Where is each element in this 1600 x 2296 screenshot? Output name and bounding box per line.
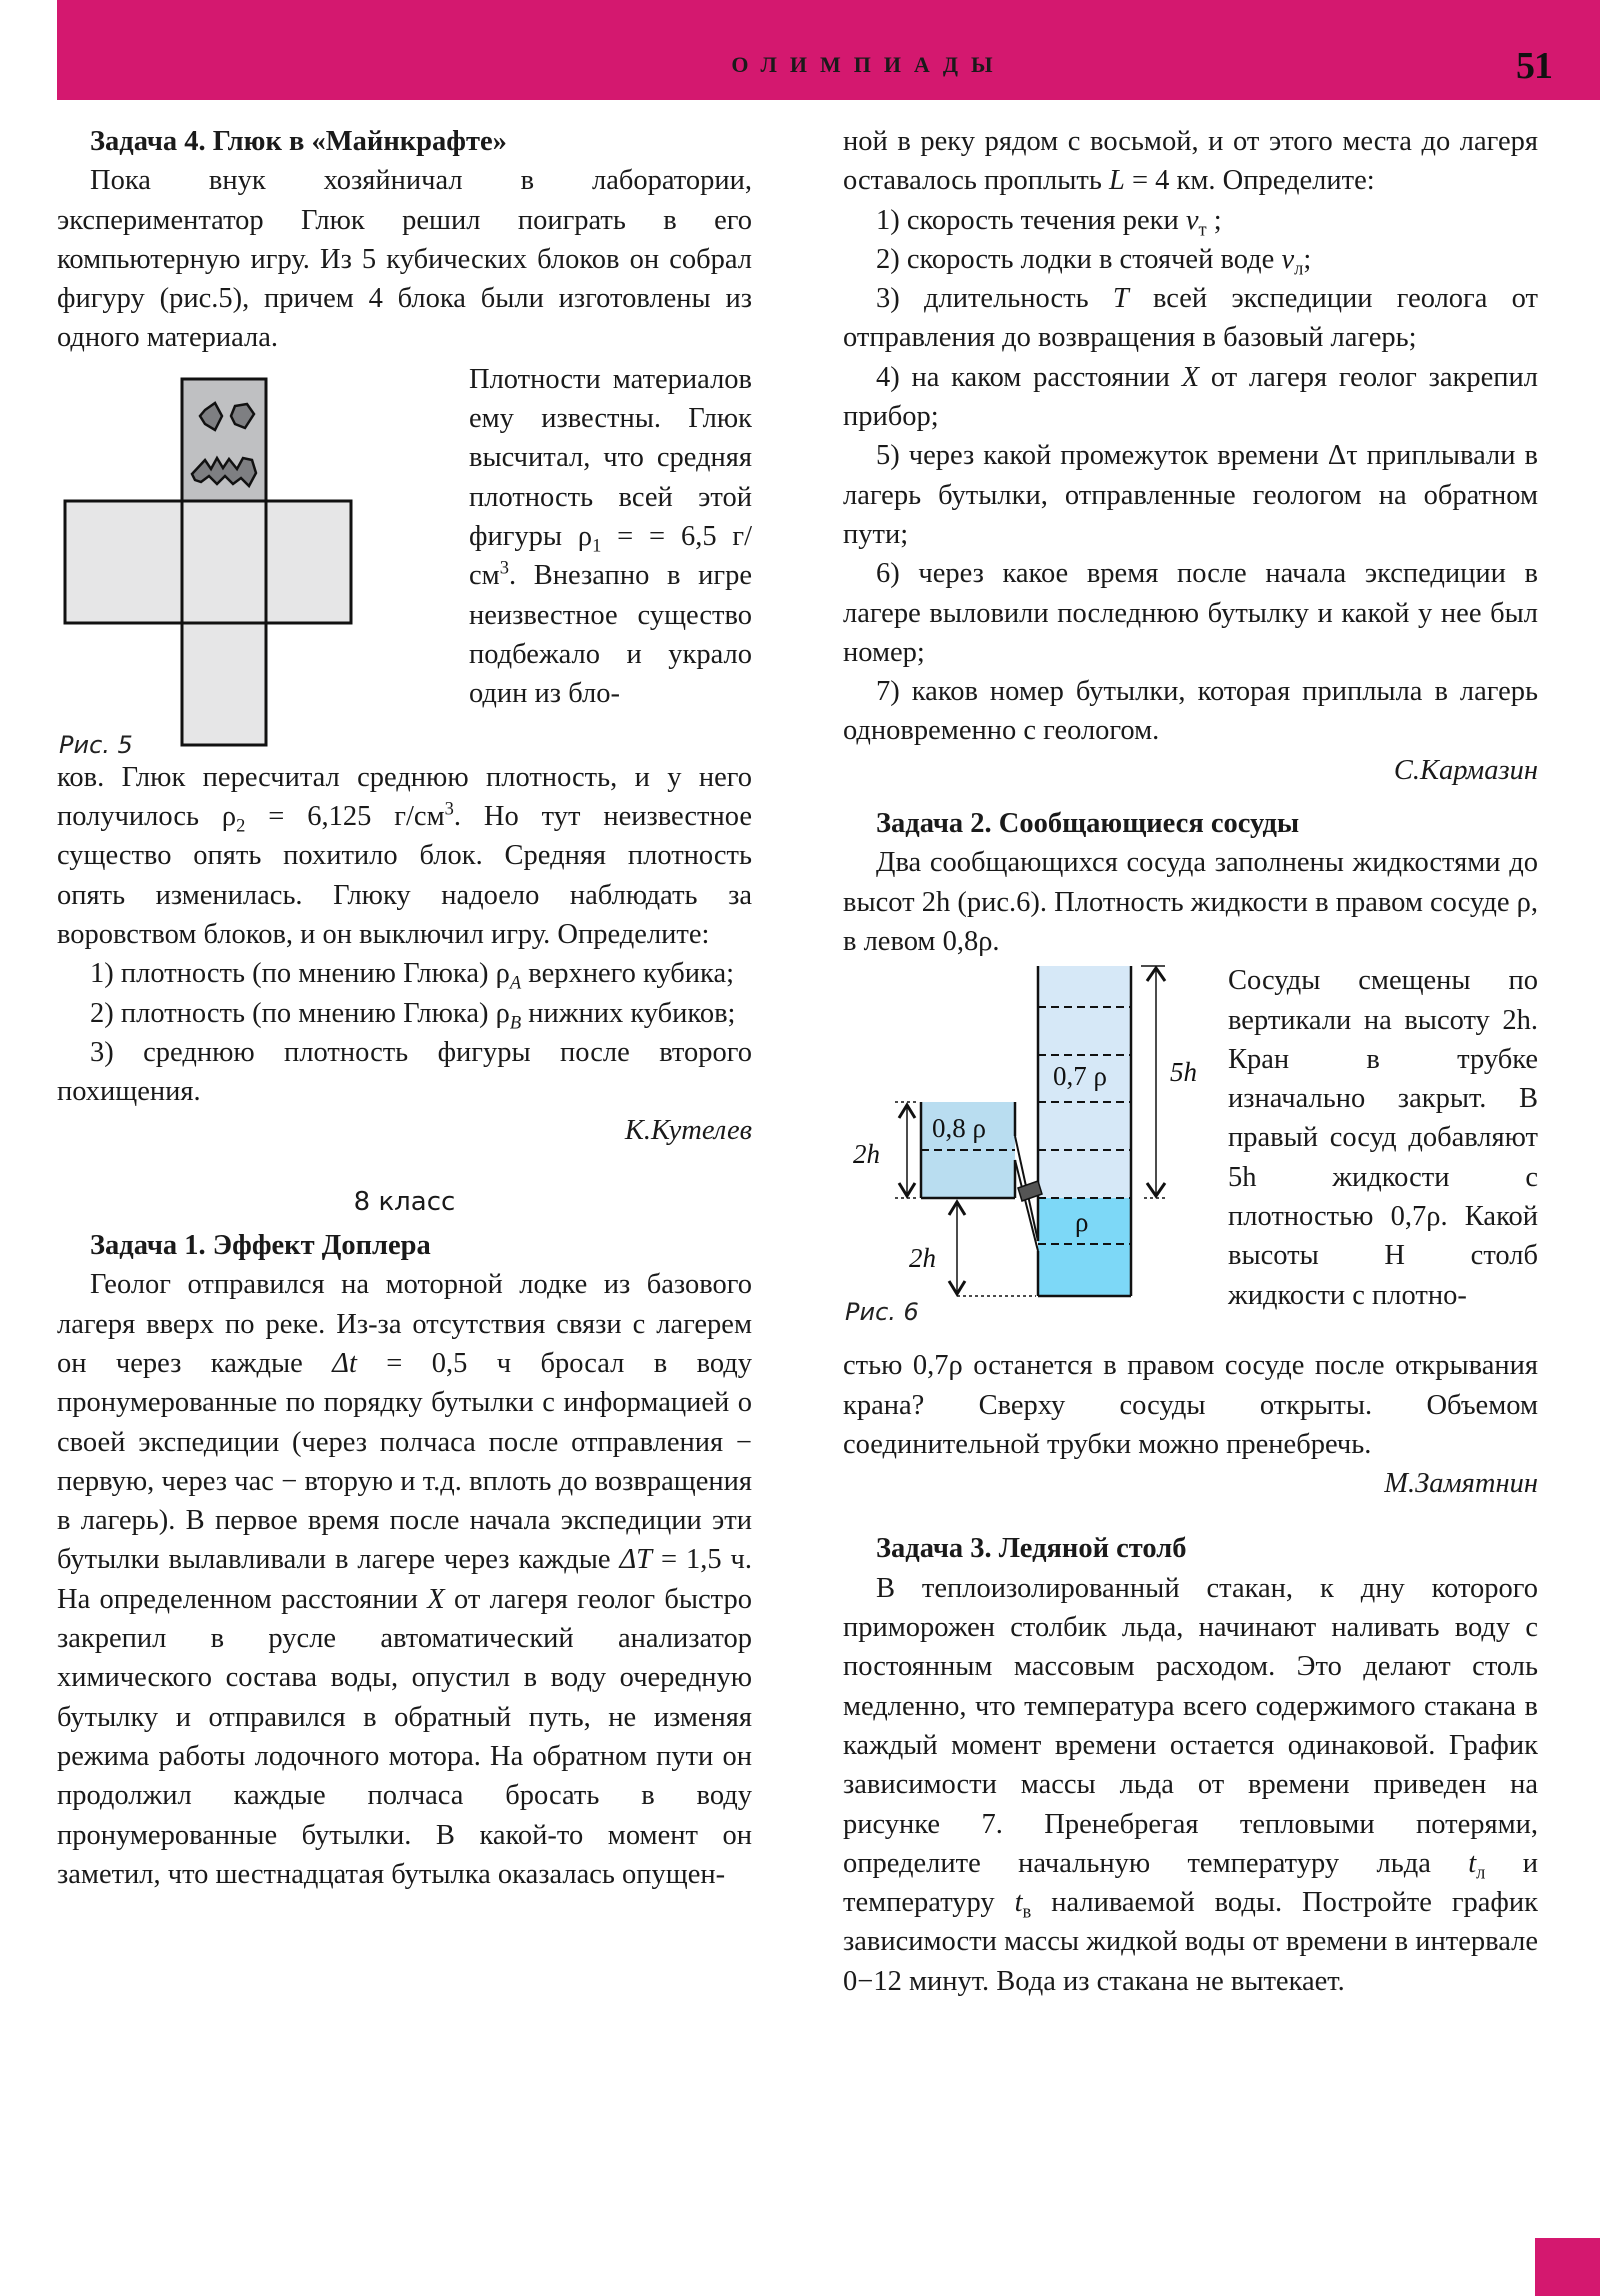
figure-5-caption: Рис. 5 bbox=[59, 730, 133, 759]
q1-b: верхнего кубика; bbox=[521, 958, 735, 990]
t-water-sub: в bbox=[1022, 1901, 1032, 1923]
task2-para2: стью 0,7ρ останется в правом сосуде после открывания крана? Сверху сосуды открыты. Объемом соединительной трубки можно пренебречь. bbox=[843, 1350, 1538, 1460]
task1-question-5: 5) через какой промежуток времени Δτ приплывали в лагерь бутылки, отправленные геологом на обратном пути; bbox=[843, 440, 1538, 550]
figure5-wrap bbox=[57, 358, 752, 758]
corner-decoration bbox=[1535, 2238, 1600, 2296]
cont-text-a: ной в реку рядом с восьмой, и от этого места до лагеря оставалось проплыть bbox=[843, 126, 1538, 197]
para2-a: ков. Глюк пересчитал среднюю плотность, и у него получилось ρ bbox=[57, 761, 752, 833]
delta-t: Δt bbox=[332, 1347, 357, 1379]
v-sub-t: т bbox=[1198, 219, 1207, 241]
task1-text-b: = 0,5 ч бросал в воду пронумерованные по порядку бутылки с информацией о своей экспедиции (через полчаса после отправления − первую, через час − вторую и т.д. вплоть до возвращения в лагерь). В первое время после начала экспедиции эти бутылки вылавливали в лагере через каждые bbox=[57, 1347, 753, 1576]
para2-b: = 6,125 г/см bbox=[245, 801, 445, 833]
task1-para bbox=[57, 1265, 752, 1894]
task1-question-1 bbox=[843, 201, 1538, 240]
var-X: X bbox=[427, 1583, 445, 1615]
q1-end: ; bbox=[1206, 204, 1222, 236]
task1-title: Задача 1. Эффект Доплера bbox=[90, 1230, 431, 1262]
task3-para bbox=[843, 1569, 1538, 2001]
task1-question-2 bbox=[843, 240, 1538, 279]
task2-para1: Два сообщающихся сосуда заполнены жидкостями до высот 2h (рис.6). Плотность жидкости в правом сосуде ρ, в левом 0,8ρ. bbox=[843, 847, 1538, 957]
q2-a: 2) плотность (по мнению Глюка) ρ bbox=[90, 997, 510, 1029]
var-v: v bbox=[1185, 204, 1199, 236]
task1-text-c: = 1,5 ч. На определенном расстоянии bbox=[57, 1544, 752, 1615]
q3-text: 3) длительность bbox=[876, 283, 1113, 315]
q2-end: ; bbox=[1303, 243, 1312, 275]
q1-a: 1) плотность (по мнению Глюка) ρ bbox=[90, 958, 510, 990]
task2-author: М.Замятнин bbox=[1384, 1468, 1538, 1500]
task1-question-6: 6) через какое время после начала экспедиции в лагере выловили последнюю бутылку и какой у нее был номер; bbox=[843, 558, 1538, 668]
task2-title: Задача 2. Сообщающиеся сосуды bbox=[876, 808, 1300, 840]
var-v2: v bbox=[1281, 243, 1295, 275]
rhoA-subscript: A bbox=[509, 972, 522, 994]
left-column bbox=[57, 122, 752, 1894]
q2-text: 2) скорость лодки в стоячей воде bbox=[876, 243, 1282, 275]
q3-end: всей экспедиции геолога от отправления до возвращения в базовый лагерь; bbox=[843, 283, 1538, 354]
task3-text-c: наливаемой воды. Постройте график зависимости массы жидкой воды от времени в интервале 0−12 минут. Вода из стакана не вытекает. bbox=[843, 1887, 1538, 1997]
grade-heading: 8 класс bbox=[353, 1186, 456, 1217]
task4-wrap-text bbox=[469, 358, 752, 758]
task4-para1: Пока внук хозяйничал в лаборатории, экспериментатор Глюк решил поиграть в его компьютерную игру. Из 5 кубических блоков он собрал фигуру (рис.5), причем 4 блока были изготовлены из одного материала. bbox=[57, 165, 752, 354]
task4-question-3: 3) среднюю плотность фигуры после второго похищения. bbox=[57, 1036, 752, 1108]
section-title: ОЛИМПИАДЫ bbox=[731, 52, 1006, 77]
cm3-superscript: 3 bbox=[499, 557, 509, 579]
right-column bbox=[843, 122, 1538, 2001]
cube-net-diagram bbox=[57, 358, 469, 758]
t-ice-sub: л bbox=[1476, 1862, 1486, 1884]
task1-question-4 bbox=[843, 358, 1538, 437]
task4-author: К.Кутелев bbox=[624, 1115, 752, 1147]
figure-5 bbox=[57, 358, 469, 758]
task4-question-1 bbox=[57, 954, 752, 993]
v-sub-l: л bbox=[1294, 258, 1304, 280]
delta-T: ΔT bbox=[619, 1544, 653, 1576]
dim-offset-2h: 2h bbox=[909, 1243, 936, 1274]
task4-title: Задача 4. Глюк в «Майнкрафте» bbox=[90, 126, 507, 157]
task3-title: Задача 3. Ледяной столб bbox=[876, 1533, 1187, 1565]
task1-text-d: от лагеря геолог быстро закрепил в русле автоматический анализатор химического состава воды, опустил в воду очередную бутылку и отправился в обратный путь, не изменяя режима работы лодочного мотора. На обратном пути он продолжил каждые полчаса бросать в воду пронумерованные бутылки. В какой-то момент он заметил, что шестнадцатая бутылка оказалась опущен- bbox=[57, 1583, 752, 1890]
wrap-text-c: . Внезапно в игре неизвестное существо подбежало и украло один из бло- bbox=[469, 560, 752, 710]
cont-text-b: = 4 км. Определите: bbox=[1124, 165, 1375, 197]
task1-author: С.Кармазин bbox=[1393, 754, 1538, 786]
dim-5h: 5h bbox=[1170, 1057, 1197, 1088]
task3-text-b: и температуру bbox=[843, 1847, 1538, 1919]
task1-continued bbox=[843, 122, 1538, 201]
task4-question-2 bbox=[57, 994, 752, 1033]
rhoB-subscript: B bbox=[509, 1012, 522, 1034]
figure6-wrap bbox=[843, 961, 1538, 1401]
header-band bbox=[57, 0, 1600, 100]
task2-wrap-text: Сосуды смещены по вертикали на высоту 2h. Кран в трубке изначально закрыт. В правый сосуд добавляют 5h жидкости с плотностью 0,7ρ. Какой высоты H столб жидкости с плотно- bbox=[1228, 965, 1538, 1311]
wrap-text-a: Плотности материалов ему известны. Глюк высчитал, что средняя плотность всей этой фигуры ρ bbox=[469, 363, 752, 552]
q4-end: от лагеря геолог закрепил прибор; bbox=[843, 361, 1538, 433]
q1-text: 1) скорость течения реки bbox=[876, 204, 1186, 236]
upper-density-label: 0,7 ρ bbox=[1053, 1061, 1107, 1092]
task3-text-a: В теплоизолированный стакан, к дну которого приморожен столбик льда, начинают наливать воду с постоянным массовым расходом. Это делают столь медленно, что температура всего содержимого стакана в каждый момент времени остается одинаковой. График зависимости массы льда от времени приведен на рисунке 7. Пренебрегая тепловыми потерями, определите начальную температуру льда bbox=[843, 1572, 1538, 1879]
var-t-ice: t bbox=[1468, 1847, 1477, 1879]
dim-left-2h: 2h bbox=[853, 1139, 880, 1170]
var-t-water: t bbox=[1014, 1887, 1023, 1919]
var-X2: X bbox=[1181, 361, 1200, 393]
wrap-text-b: = = 6,5 г/см bbox=[469, 520, 752, 592]
lower-density-label: ρ bbox=[1075, 1207, 1089, 1238]
q4-text: 4) на каком расстоянии bbox=[876, 361, 1182, 393]
figure-6-caption: Рис. 6 bbox=[845, 1298, 919, 1327]
page-number: 51 bbox=[1516, 45, 1552, 87]
q2-b: нижних кубиков; bbox=[521, 997, 736, 1029]
left-density-label: 0,8 ρ bbox=[932, 1113, 986, 1144]
communicating-vessels-diagram bbox=[843, 961, 1228, 1321]
task1-question-3 bbox=[843, 279, 1538, 358]
task1-question-7: 7) каков номер бутылки, которая приплыла в лагерь одновременно с геологом. bbox=[843, 676, 1538, 747]
var-T: T bbox=[1112, 283, 1129, 315]
task4-para2 bbox=[57, 758, 752, 954]
rho1-subscript: 1 bbox=[592, 535, 602, 557]
para2-c: . Но тут неизвестное существо опять похитило блок. Средняя плотность опять изменилась. Глюку надоело наблюдать за воровством блоков, и он выключил игру. Определите: bbox=[57, 801, 752, 950]
rho2-subscript: 2 bbox=[236, 815, 246, 837]
task1-text-a: Геолог отправился на моторной лодке из базового лагеря вверх по реке. Из-за отсутствия связи с лагерем он через каждые bbox=[57, 1269, 752, 1379]
cm3-superscript-2: 3 bbox=[444, 798, 454, 820]
figure-6 bbox=[843, 961, 1228, 1401]
var-L: L bbox=[1108, 165, 1125, 197]
